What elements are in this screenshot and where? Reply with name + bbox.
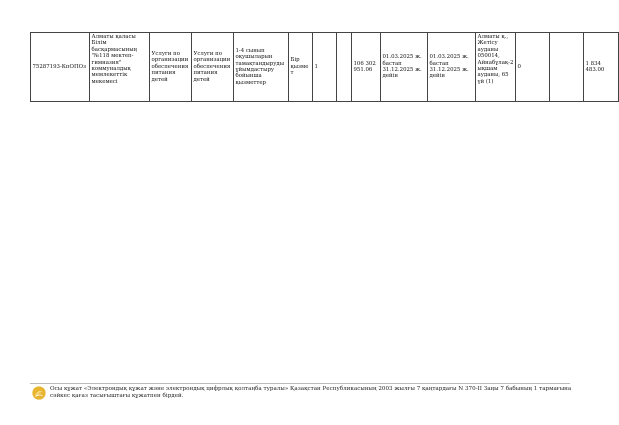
legal-notice: Осы құжат «Электрондық құжат және электрондық цифрлық қолтаңба туралы» Қазақстан Республикасының 2003 жылғы 7 қаңтардағы N 370-II Заңы 7 бабының 1 тармағына сәйкес қағаз тасығыштағы құжатпен бірдей. (50, 386, 572, 399)
cell-description: 1-4 сынып оқушыларын тамақтандыруды ұйымдастыру бойынша қызметтер (234, 33, 289, 102)
cell-amount: 1 834 483.00 (584, 33, 619, 102)
cell-empty-1 (337, 33, 352, 102)
cell-code: 75287193-КпОПОз (31, 33, 90, 102)
cell-advance: 0 (516, 33, 550, 102)
cell-name-ru-1: Услуги по организации обеспечения питания детей (150, 33, 192, 102)
footer-divider (30, 383, 570, 384)
footer (32, 386, 572, 400)
procurement-table (30, 32, 619, 102)
cell-period-1: 01.03.2025 ж. бастап 31.12.2025 ж. дейін (381, 33, 428, 102)
cell-period-2: 01.03.2025 ж. бастап 31.12.2025 ж. дейін (428, 33, 476, 102)
table-row (31, 33, 619, 102)
cell-customer: Алматы қаласы Білім басқармасының "№118 мектеп-гимназия" коммуналдық мемлекеттік мекемесі (90, 33, 150, 102)
cell-unit: Бір қызмет (289, 33, 313, 102)
cell-name-ru-2: Услуги по организации обеспечения питания детей (192, 33, 234, 102)
cell-price: 106 302 951.06 (352, 33, 381, 102)
cell-empty-2 (550, 33, 584, 102)
seal-icon (32, 386, 46, 400)
cell-address: Алматы қ., Жетісу ауданы 050014, Айнабұлақ-2 ықшам ауданы, 65 үй (1) (476, 33, 516, 102)
cell-quantity: 1 (313, 33, 337, 102)
